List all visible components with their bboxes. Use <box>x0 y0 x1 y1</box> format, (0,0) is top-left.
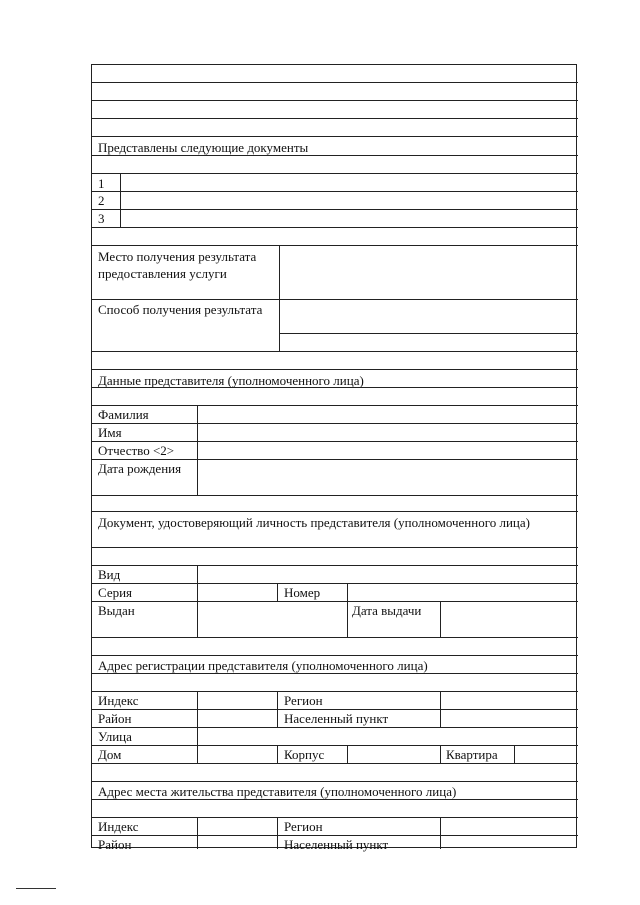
surname-label: Фамилия <box>98 407 149 422</box>
row-divider <box>92 691 578 692</box>
column-divider <box>277 583 278 601</box>
row-divider <box>92 799 578 800</box>
patronymic-label: Отчество <2> <box>98 443 175 458</box>
application-form-table <box>91 64 577 852</box>
reg-apartment-label: Квартира <box>446 747 498 762</box>
column-divider <box>277 691 278 727</box>
column-divider <box>197 817 198 849</box>
column-divider <box>440 817 441 849</box>
registration-address-heading: Адрес регистрации представителя (уполномоченного лица) <box>98 658 428 673</box>
reg-region-label: Регион <box>284 693 323 708</box>
row-divider <box>92 136 578 137</box>
column-divider <box>197 565 198 637</box>
row-divider <box>92 565 578 566</box>
column-divider <box>277 817 278 849</box>
row-divider <box>92 781 578 782</box>
reg-house-label: Дом <box>98 747 122 762</box>
row-divider <box>92 817 578 818</box>
reg-locality-label: Населенный пункт <box>284 711 389 726</box>
column-divider <box>440 691 441 727</box>
res-index-label: Индекс <box>98 819 139 834</box>
footnote-separator <box>16 888 56 889</box>
column-divider <box>279 245 280 351</box>
reg-street-label: Улица <box>98 729 132 744</box>
res-locality-label: Населенный пункт <box>284 837 389 852</box>
row-divider <box>279 333 578 334</box>
row-divider <box>92 155 578 156</box>
column-divider <box>347 583 348 637</box>
column-divider <box>347 745 348 763</box>
reg-building-label: Корпус <box>284 747 325 762</box>
row-divider <box>92 369 578 370</box>
res-district-label: Район <box>98 837 132 852</box>
row-divider <box>92 299 578 300</box>
row-divider <box>92 601 578 602</box>
row-divider <box>92 763 578 764</box>
row-divider <box>92 495 578 496</box>
document-row-number: 1 <box>98 176 105 191</box>
row-divider <box>92 637 578 638</box>
row-divider <box>92 209 578 210</box>
birth-date-label: Дата рождения <box>98 461 182 476</box>
row-divider <box>92 727 578 728</box>
row-divider <box>92 82 578 83</box>
row-divider <box>92 405 578 406</box>
reg-district-label: Район <box>98 711 132 726</box>
reg-index-label: Индекс <box>98 693 139 708</box>
row-divider <box>92 745 578 746</box>
row-divider <box>92 673 578 674</box>
row-divider <box>92 245 578 246</box>
column-divider <box>440 745 441 763</box>
document-row-number: 3 <box>98 211 105 226</box>
row-divider <box>92 227 578 228</box>
column-divider <box>120 173 121 227</box>
result-method-label: Способ получения результата <box>98 302 263 317</box>
representative-heading: Данные представителя (уполномоченного лица) <box>98 373 364 388</box>
row-divider <box>92 655 578 656</box>
documents-heading: Представлены следующие документы <box>98 140 309 155</box>
document-row-number: 2 <box>98 193 105 208</box>
row-divider <box>92 583 578 584</box>
doc-issued-by-label: Выдан <box>98 603 135 618</box>
row-divider <box>92 191 578 192</box>
column-divider <box>197 405 198 495</box>
row-divider <box>92 547 578 548</box>
column-divider <box>440 601 441 637</box>
result-place-label: Место получения результата предоставления услуги <box>98 249 257 281</box>
row-divider <box>92 100 578 101</box>
residence-address-heading: Адрес места жительства представителя (уполномоченного лица) <box>98 784 457 799</box>
doc-type-label: Вид <box>98 567 121 582</box>
row-divider <box>92 118 578 119</box>
row-divider <box>92 387 578 388</box>
row-divider <box>92 511 578 512</box>
column-divider <box>514 745 515 763</box>
res-region-label: Регион <box>284 819 323 834</box>
doc-series-label: Серия <box>98 585 133 600</box>
column-divider <box>197 691 198 763</box>
doc-issue-date-label: Дата выдачи <box>352 603 422 618</box>
row-divider <box>92 173 578 174</box>
row-divider <box>92 423 578 424</box>
name-label: Имя <box>98 425 122 440</box>
doc-number-label: Номер <box>284 585 321 600</box>
column-divider <box>277 745 278 763</box>
identity-doc-heading: Документ, удостоверяющий личность представителя (уполномоченного лица) <box>98 515 530 530</box>
row-divider <box>92 351 578 352</box>
